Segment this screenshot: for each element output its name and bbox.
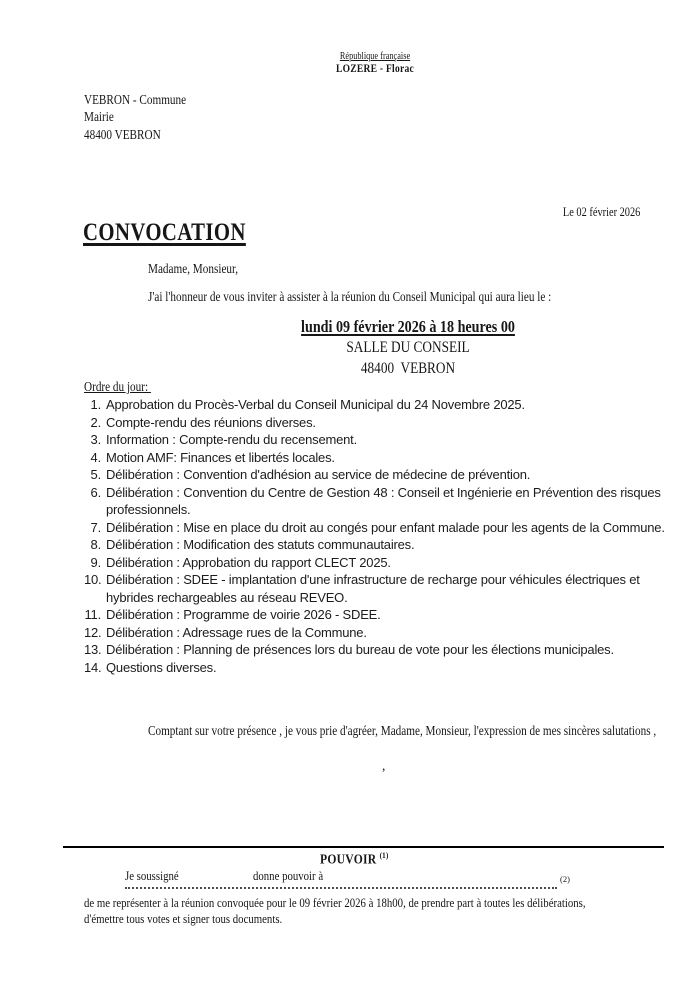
- item-number: 5.: [90, 467, 101, 482]
- agenda-item: [84, 519, 684, 537]
- pouvoir-note-2: (2): [560, 874, 570, 884]
- item-number: 13.: [84, 642, 102, 657]
- sender-mairie: Mairie: [84, 109, 114, 125]
- salutation: Madame, Monsieur,: [148, 261, 239, 276]
- item-number: 7.: [90, 519, 101, 535]
- agenda-list: [84, 396, 684, 676]
- pouvoir-title-row: [27, 850, 681, 869]
- republique-line: République française: [339, 51, 411, 62]
- agenda-item: [84, 554, 684, 572]
- item-number: 12.: [84, 624, 102, 640]
- agenda-item: [84, 466, 684, 484]
- item-text: Délibération : Programme de voirie 2026 - SDEE.: [106, 607, 381, 622]
- item-text: Délibération : Planning de présences lors du bureau de vote pour les élections municipales.: [106, 642, 614, 657]
- meeting-block: [108, 316, 700, 379]
- item-number: 6.: [90, 484, 101, 500]
- item-text: Délibération : Convention du Centre de Gestion 48 : Conseil et Ingénierie en Prévention des risques professionnels.: [106, 484, 661, 517]
- document-title: CONVOCATION: [83, 219, 246, 246]
- item-number: 9.: [90, 554, 101, 570]
- item-text: Délibération : Adressage rues de la Commune.: [106, 624, 367, 640]
- agenda-item: [84, 659, 684, 677]
- item-text: Compte-rendu des réunions diverses.: [106, 414, 316, 430]
- item-number: 4.: [90, 449, 101, 465]
- pouvoir-note-1: (1): [379, 850, 389, 860]
- agenda-item: [84, 431, 684, 449]
- agenda-item: [84, 624, 684, 642]
- agenda-item: [84, 641, 684, 659]
- closing-paragraph: Comptant sur votre présence , je vous prie d'agréer, Madame, Monsieur, l'expression de mes sincères salutations ,: [148, 723, 657, 738]
- pouvoir-title: POUVOIR: [319, 852, 377, 868]
- item-text: Délibération : Mise en place du droit au congés pour enfant malade pour les agents de la Commune.: [106, 519, 665, 535]
- item-text: Approbation du Procès-Verbal du Conseil Municipal du 24 Novembre 2025.: [106, 397, 525, 412]
- item-text: Questions diverses.: [106, 659, 217, 675]
- departement-line: LOZERE - Florac: [336, 63, 414, 75]
- item-number: 11.: [84, 607, 101, 622]
- date-line: Le 02 février 2026: [562, 205, 640, 219]
- agenda-item: [84, 484, 684, 519]
- agenda-item: [84, 606, 684, 624]
- agenda-item: [84, 571, 684, 606]
- agenda-item: [84, 396, 684, 414]
- agenda-item: [84, 414, 684, 432]
- divider-rule: [63, 846, 664, 848]
- item-number: 8.: [90, 537, 101, 552]
- pouvoir-left-label: Je soussigné: [125, 868, 179, 883]
- item-text: Délibération : Modification des statuts communautaires.: [106, 537, 415, 552]
- item-number: 3.: [90, 432, 101, 447]
- agenda-item: [84, 536, 684, 554]
- sender-block: [84, 91, 207, 143]
- meeting-place: SALLE DU CONSEIL: [346, 339, 470, 356]
- item-text: Information : Compte-rendu du recensement.: [106, 432, 358, 447]
- sender-postal: 48400 VEBRON: [84, 126, 161, 142]
- pouvoir-body-line1: de me représenter à la réunion convoquée pour le 09 février 2026 à 18h00, de prendre part à toutes les délibérations,: [84, 895, 586, 910]
- item-number: 1.: [90, 397, 101, 412]
- item-number: 2.: [90, 414, 101, 430]
- item-text: Motion AMF: Finances et libertés locales.: [106, 449, 335, 465]
- item-number: 14.: [84, 659, 102, 675]
- item-number: 10.: [84, 572, 102, 587]
- meeting-city: 48400 VEBRON: [360, 360, 456, 377]
- item-text: Délibération : Approbation du rapport CLECT 2025.: [106, 554, 391, 570]
- pouvoir-right-label: donne pouvoir à: [253, 868, 324, 883]
- item-text: Délibération : Convention d'adhésion au service de médecine de prévention.: [106, 467, 531, 482]
- pouvoir-body-line2: d'émettre tous votes et signer tous documents.: [84, 911, 283, 926]
- pouvoir-dotted-line: [125, 880, 557, 889]
- sender-commune: VEBRON - Commune: [84, 92, 187, 107]
- header-region: [75, 50, 675, 76]
- agenda-item: [84, 449, 684, 467]
- signature-comma: ,: [382, 758, 386, 773]
- agenda-heading: Ordre du jour:: [84, 379, 151, 394]
- meeting-datetime: lundi 09 février 2026 à 18 heures 00: [301, 317, 515, 336]
- intro-paragraph: J'ai l'honneur de vous inviter à assister à la réunion du Conseil Municipal qui aura lieu le :: [148, 289, 552, 304]
- item-text: Délibération : SDEE - implantation d'une infrastructure de recharge pour véhicules électriques et hybrides rechargeables au réseau REVEO.: [106, 572, 640, 605]
